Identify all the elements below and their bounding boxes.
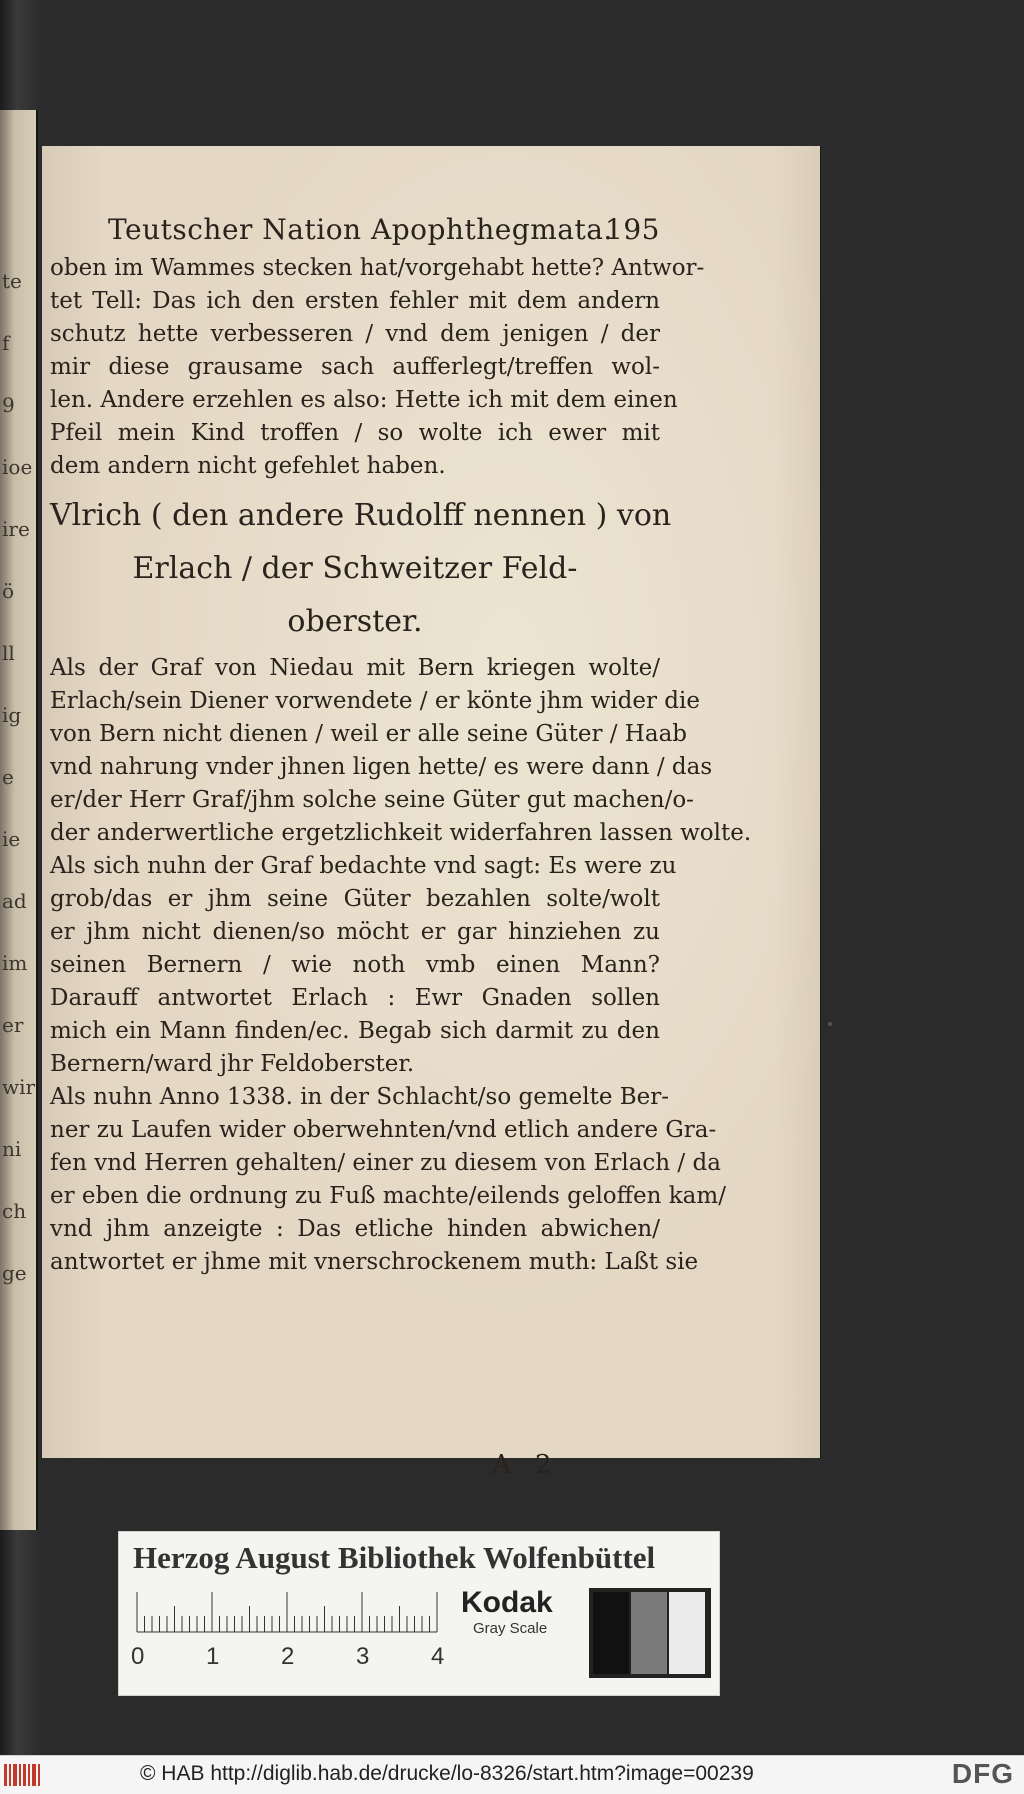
paragraph-1 xyxy=(50,252,705,483)
prev-page-fragment: ch xyxy=(2,1199,27,1223)
section-heading xyxy=(50,495,672,642)
text-line: von Bern nicht dienen / weil er alle seine Güter / Haab xyxy=(50,721,688,747)
text-line: vnd nahrung vnder jhnen ligen hette/ es were dann / das xyxy=(50,754,713,780)
text-line: Als sich nuhn der Graf bedachte vnd sagt: Es were zu xyxy=(50,853,677,879)
signature-mark: A 2 xyxy=(492,1450,560,1480)
text-line: Erlach/sein Diener vorwendete / er könte jhm wider die xyxy=(50,688,700,714)
text-line: dem andern nicht gefehlet haben. xyxy=(50,453,446,479)
text-line: Als nuhn Anno 1338. in der Schlacht/so gemelte Ber- xyxy=(50,1084,670,1110)
ruler-label: 2 xyxy=(281,1643,295,1670)
prev-page-fragment: ll xyxy=(2,641,15,665)
paper-speck xyxy=(828,1022,832,1026)
text-line: Darauff antwortet Erlach : Ewr Gnaden sollen xyxy=(50,985,660,1011)
text-line: Als der Graf von Niedau mit Bern kriegen wolte/ xyxy=(50,655,660,681)
color-calibration-card xyxy=(118,1531,720,1696)
text-line: schutz hette verbesseren / vnd dem jenigen / der xyxy=(50,321,660,347)
prev-page-fragment: 9 xyxy=(2,393,15,417)
dfg-logo: DFG xyxy=(951,1758,1014,1789)
gray-scale-swatches xyxy=(589,1588,711,1678)
prev-page-fragment: ig xyxy=(2,703,22,727)
paragraph-2 xyxy=(50,652,752,1081)
text-line: oben im Wammes stecken hat/vorgehabt hette? Antwor- xyxy=(50,255,705,281)
text-line: mich ein Mann finden/ec. Begab sich darmit zu den xyxy=(50,1018,660,1044)
prev-page-fragment: ioe xyxy=(2,455,33,479)
prev-page-fragment: te xyxy=(2,269,22,293)
text-line: er eben die ordnung zu Fuß machte/eilends geloffen kam/ xyxy=(50,1183,726,1209)
prev-page-fragment: ni xyxy=(2,1137,22,1161)
page-number: 195 xyxy=(605,213,660,246)
ruler-label: 3 xyxy=(356,1643,370,1670)
text-line: grob/das er jhm seine Güter bezahlen solte/wolt xyxy=(50,886,660,912)
text-line: antwortet er jhme mit vnerschrockenem muth: Laßt sie xyxy=(50,1249,699,1275)
footer-citation[interactable]: © HAB http://diglib.hab.de/drucke/lo-8326/start.htm?image=00239 xyxy=(140,1762,754,1785)
heading-line: Erlach / der Schweitzer Feld- xyxy=(132,551,578,586)
prev-page-fragment: e xyxy=(2,765,14,789)
barcode-icon xyxy=(4,1764,44,1786)
heading-line: oberster. xyxy=(287,604,423,639)
prev-page-fragment: ad xyxy=(2,889,27,913)
previous-page-edge xyxy=(0,110,38,1530)
prev-page-fragment: er xyxy=(2,1013,24,1037)
prev-page-fragment: f xyxy=(2,331,10,355)
running-header xyxy=(50,208,660,252)
prev-page-fragment: wir xyxy=(2,1075,36,1099)
text-line: tet Tell: Das ich den ersten fehler mit dem andern xyxy=(50,288,660,314)
text-line: er/der Herr Graf/jhm solche seine Güter gut machen/o- xyxy=(50,787,694,813)
text-line: der anderwertliche ergetzlichkeit widerfahren lassen wolte. xyxy=(50,820,752,846)
book-page xyxy=(42,146,820,1480)
prev-page-fragment: ire xyxy=(2,517,30,541)
heading-line: Vlrich ( den andere Rudolff nennen ) von xyxy=(50,498,672,533)
text-line: Pfeil mein Kind troffen / so wolte ich ewer mit xyxy=(50,420,660,446)
footer-bar xyxy=(0,1755,1024,1794)
text-line: vnd jhm anzeigte : Das etliche hinden abwichen/ xyxy=(50,1216,660,1242)
page-text-block xyxy=(50,208,752,1279)
running-title: Teutscher Nation Apophthegmata. xyxy=(108,213,613,246)
text-line: ner zu Laufen wider oberwehnten/vnd etlich andere Gra- xyxy=(50,1117,717,1143)
ruler-label: 0 xyxy=(131,1643,145,1670)
prev-page-fragment: ö xyxy=(2,579,15,603)
swatch-black xyxy=(593,1592,629,1674)
text-line: Bernern/ward jhr Feldoberster. xyxy=(50,1051,415,1077)
text-line: seinen Bernern / wie noth vmb einen Mann? xyxy=(50,952,660,978)
swatch-gray xyxy=(631,1592,667,1674)
gray-scale-label: Gray Scale xyxy=(473,1620,548,1637)
prev-page-fragment: ge xyxy=(2,1261,27,1285)
ruler-label: 4 xyxy=(431,1643,445,1670)
kodak-logo: Kodak xyxy=(461,1586,553,1619)
ruler-label: 1 xyxy=(206,1643,220,1670)
paragraph-3 xyxy=(50,1081,726,1279)
text-line: len. Andere erzehlen es also: Hette ich mit dem einen xyxy=(50,387,678,413)
prev-page-fragment: im xyxy=(2,951,28,975)
text-line: mir diese grausame sach aufferlegt/treffen wol- xyxy=(50,354,660,380)
text-line: er jhm nicht dienen/so möcht er gar hinziehen zu xyxy=(50,919,660,945)
text-line: fen vnd Herren gehalten/ einer zu diesem von Erlach / da xyxy=(50,1150,721,1176)
prev-page-fragment: ie xyxy=(2,827,21,851)
institution-name: Herzog August Bibliothek Wolfenbüttel xyxy=(133,1540,656,1575)
swatch-white xyxy=(669,1592,705,1674)
